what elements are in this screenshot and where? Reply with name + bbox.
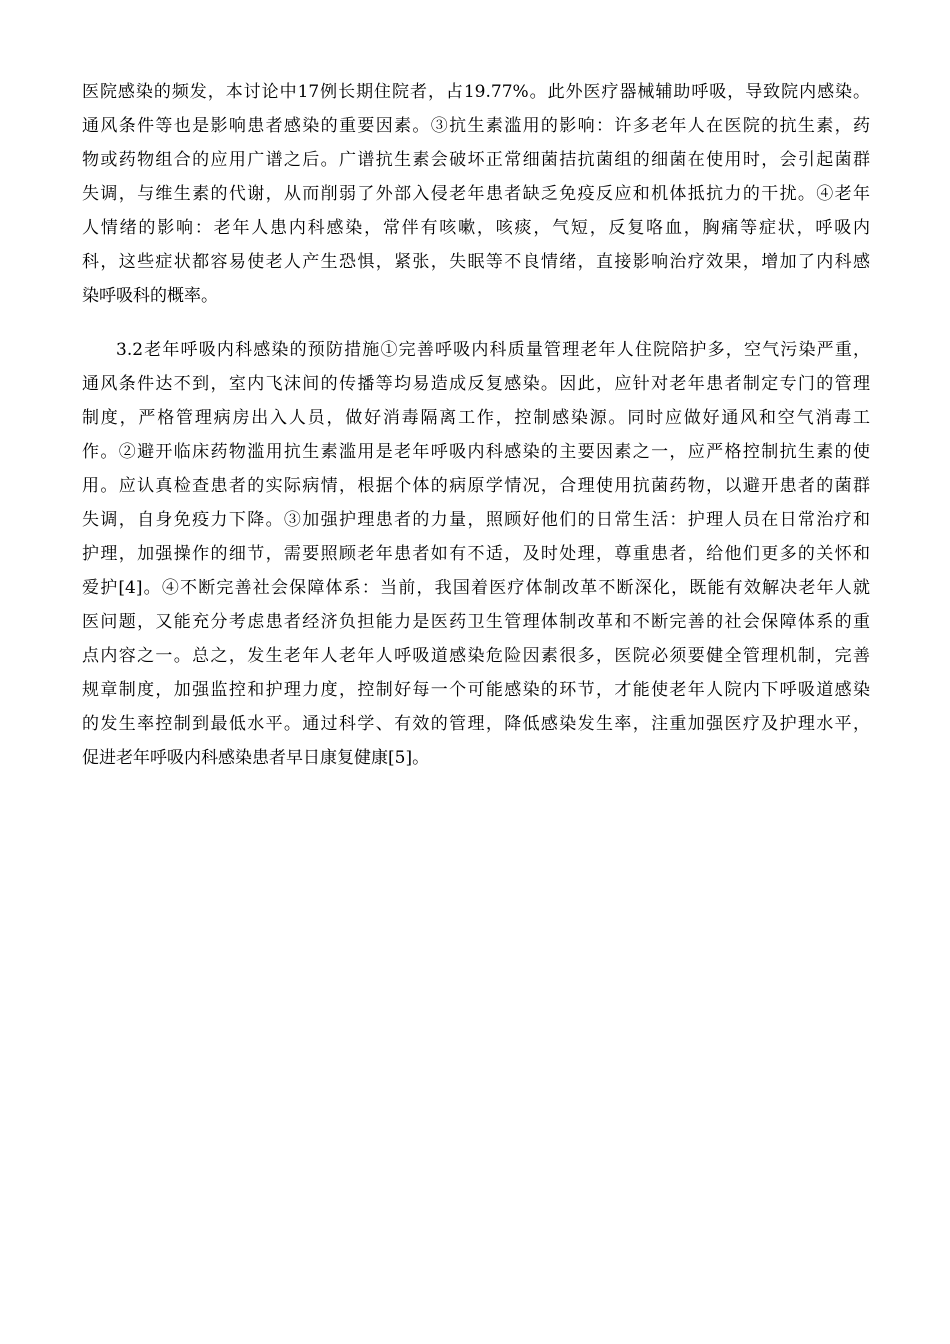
text-line: 规章制度，加强监控和护理力度，控制好每一个可能感染的环节，才能使老年人院内下呼吸道感染 [82,680,870,700]
text-line: 作。②避开临床药物滥用抗生素滥用是老年呼吸内科感染的主要因素之一，应严格控制抗生素的使 [82,442,870,462]
text-line: 护理，加强操作的细节，需要照顾老年患者如有不适，及时处理，尊重患者，给他们更多的关怀和 [82,544,870,564]
text-line: 用。应认真检查患者的实际病情，根据个体的病原学情况，合理使用抗菌药物，以避开患者的菌群 [82,476,870,496]
text-line: 3.2老年呼吸内科感染的预防措施①完善呼吸内科质量管理老年人住院陪护多，空气污染严重， [116,340,870,360]
text-line: 医问题，又能充分考虑患者经济负担能力是医药卫生管理体制改革和不断完善的社会保障体系的重 [82,612,870,632]
text-line: 失调，自身免疫力下降。③加强护理患者的力量，照顾好他们的日常生活：护理人员在日常治疗和 [82,510,870,530]
text-line: 点内容之一。总之，发生老年人老年人呼吸道感染危险因素很多，医院必须要健全管理机制，完善 [82,646,870,666]
text-line: 通风条件等也是影响患者感染的重要因素。③抗生素滥用的影响：许多老年人在医院的抗生素，药 [82,116,870,136]
paragraph-2 [82,333,870,775]
text-line: 医院感染的频发，本讨论中17例长期住院者，占19.77%。此外医疗器械辅助呼吸，导致院内感染。 [82,82,870,102]
text-line: 失调，与维生素的代谢，从而削弱了外部入侵老年患者缺乏免疫反应和机体抵抗力的干扰。④老年 [82,184,870,204]
text-line: 制度，严格管理病房出入人员，做好消毒隔离工作，控制感染源。同时应做好通风和空气消毒工 [82,408,870,428]
text-line: 的发生率控制到最低水平。通过科学、有效的管理，降低感染发生率，注重加强医疗及护理水平， [82,714,870,734]
text-line: 人情绪的影响：老年人患内科感染，常伴有咳嗽，咳痰，气短，反复咯血，胸痛等症状，呼吸内 [82,218,870,238]
text-line: 促进老年呼吸内科感染患者早日康复健康[5]。 [82,748,430,768]
paragraph-spacer [82,313,870,333]
document-page [82,75,870,775]
text-line: 物或药物组合的应用广谱之后。广谱抗生素会破坏正常细菌拮抗菌组的细菌在使用时，会引起菌群 [82,150,870,170]
text-line: 通风条件达不到，室内飞沫间的传播等均易造成反复感染。因此，应针对老年患者制定专门的管理 [82,374,870,394]
text-line: 染呼吸科的概率。 [82,286,218,306]
text-line: 科，这些症状都容易使老人产生恐惧，紧张，失眠等不良情绪，直接影响治疗效果，增加了内科感 [82,252,870,272]
text-line: 爱护[4]。④不断完善社会保障体系：当前，我国着医疗体制改革不断深化，既能有效解决老年人就 [82,578,870,598]
paragraph-1 [82,75,870,313]
